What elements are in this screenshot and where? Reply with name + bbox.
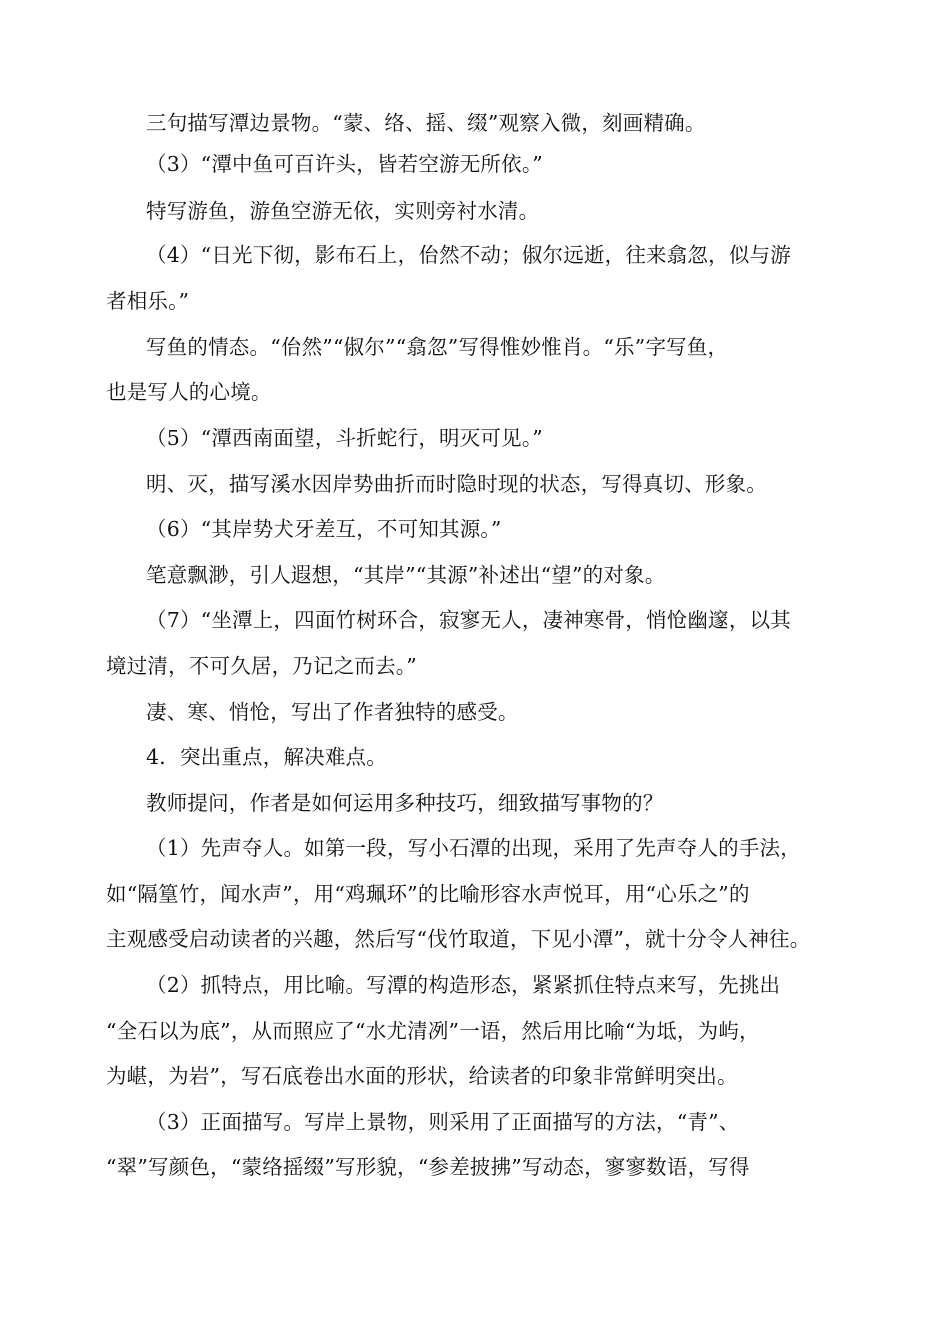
text-line: 笔意飘渺，引人遐想，“其岸”“其源”补述出“望”的对象。 [146,563,666,587]
section-heading: 4．突出重点，解决难点。 [146,745,387,769]
text-line: 为嵁，为岩”，写石底卷出水面的形状，给读者的印象非常鲜明突出。 [106,1064,738,1088]
text-line: （5）“潭西南面望，斗折蛇行，明灭可见。” [146,426,543,450]
text-line: 者相乐。” [106,289,190,313]
text-line: 境过清，不可久居，乃记之而去。” [106,654,417,678]
text-line: （3）正面描写。写岸上景物，则采用了正面描写的方法，“青”、 [146,1110,740,1134]
text-line: 如“隔篁竹，闻水声”，用“鸡珮环”的比喻形容水声悦耳，用“心乐之”的 [106,882,750,906]
text-line: 明、灭，描写溪水因岸势曲折而时隐时现的状态，写得真切、形象。 [146,472,767,496]
text-line: 主观感受启动读者的兴趣，然后写“伐竹取道，下见小潭”，就十分令人神往。 [106,927,811,951]
text-line: 教师提问，作者是如何运用多种技巧，细致描写事物的？ [146,791,664,815]
text-line: （7）“坐潭上，四面竹树环合，寂寥无人，凄神寒骨，悄怆幽邃，以其 [146,608,791,632]
text-line: 也是写人的心境。 [106,380,272,404]
text-line: （1）先声夺人。如第一段，写小石潭的出现，采用了先声夺人的手法， [146,836,801,860]
text-line: （6）“其岸势犬牙差互，不可知其源。” [146,517,502,541]
text-line: （2）抓特点，用比喻。写潭的构造形态，紧紧抓住特点来写，先挑出 [146,973,781,997]
text-line: （3）“潭中鱼可百许头，皆若空游无所依。” [146,152,543,176]
text-line: “翠”写颜色，“蒙络摇缀”写形貌，“参差披拂”写动态，寥寥数语，写得 [106,1155,750,1179]
text-line: 三句描写潭边景物。“蒙、络、摇、缀”观察入微，刻画精确。 [146,111,706,135]
text-line: “全石以为底”，从而照应了“水尤清冽”一语，然后用比喻“为坻，为屿， [106,1019,760,1043]
text-line: 写鱼的情态。“佁然”“俶尔”“翕忽”写得惟妙惟肖。“乐”字写鱼， [146,335,729,359]
text-line: 特写游鱼，游鱼空游无依，实则旁衬水清。 [146,199,540,223]
text-line: 凄、寒、悄怆，写出了作者独特的感受。 [146,700,519,724]
text-line: （4）“日光下彻，影布石上，佁然不动；俶尔远逝，往来翕忽，似与游 [146,243,791,267]
